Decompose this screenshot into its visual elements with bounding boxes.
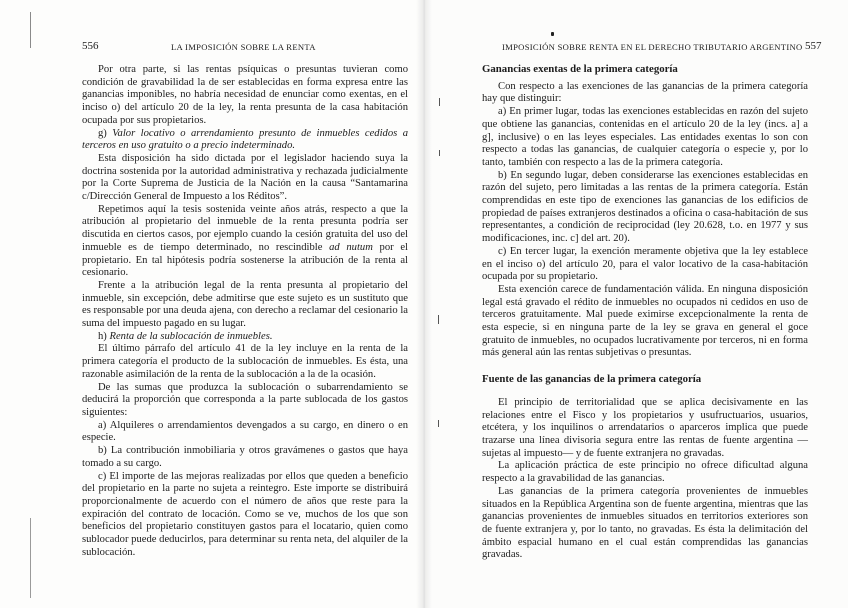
paragraph: Esta exención carece de fundamentación válida. En ninguna disposición legal está gravado el rédito de inmuebles no ocupados ni cedidos en uso de terceros gratuitamente. Mal puede eximirse excepcionalmente la renta de esta especie, si en ninguna parte de la ley se grava en general el goce gratuito de inmuebles, no ocupados lucrativamente por terceros, ni en forma más general aún las rentas subjetivas o presuntas. <box>482 283 808 359</box>
list-item-c: c) El importe de las mejoras realizadas por ellos que queden a beneficio del propietario en la parte no sujeta a reintegro. Este importe se distribuirá proporcionalmente de acuerdo con el número de años que reste para la expiración del contrato de locación. Como se ve, muchos de los que son beneficios del propietario constituyen gastos para el locatario, quien como sublocador puede deducirlos, para determinar su renta neta, del alquiler de la sublocación. <box>82 470 408 558</box>
page-number: 556 <box>82 40 99 52</box>
list-item-a: a) Alquileres o arrendamientos devengados a su cargo, en dinero o en especie. <box>82 419 408 444</box>
paragraph-item-h <box>82 331 408 344</box>
item-heading: Renta de la sublocación de inmuebles. <box>109 330 273 342</box>
print-speck <box>439 150 440 156</box>
right-page <box>424 0 848 608</box>
paragraph: Con respecto a las exenciones de las ganancias de la primera categoría hay que distinguir: <box>482 80 808 105</box>
paragraph: De las sumas que produzca la sublocación o subarrendamiento se deducirá la proporción que corresponda a la parte sublocada de los gastos siguientes: <box>82 381 408 418</box>
print-speck <box>438 420 439 427</box>
print-speck <box>551 32 554 36</box>
paragraph: La aplicación práctica de este principio no ofrece dificultad alguna respecto a la gravabilidad de las ganancias. <box>482 460 808 485</box>
print-speck <box>439 98 440 106</box>
list-item-b: b) En segundo lugar, deben considerarse las exenciones establecidas en razón del sujeto, pero limitadas a las rentas de la primera categoría. Están comprendidas en este tipo de exenciones las ganancias de los edificios de propiedad de países extranjeros destinados a oficina o casa-habitación de sus representantes, a condición de reciprocidad (ley 20.628, t.o. en 1977 y sus modificaciones, inc. c] del art. 20). <box>482 169 808 245</box>
page-number: 557 <box>805 40 822 52</box>
paragraph: El principio de territorialidad que se aplica decisivamente en las relaciones entre el Fisco y los propietarios y usufructuarios, usuarios, etcétera, y los inquilinos o arrendatarios o aparceros implica que puede trazarse una línea divisoria segura entre las rentas de fuente argentina —sujetas al impuesto— y de fuente extranjera no gravadas. <box>482 396 808 459</box>
right-body-text <box>482 63 808 562</box>
left-body-text <box>82 64 408 559</box>
list-item-a: a) En primer lugar, todas las exenciones establecidas en razón del sujeto que obtiene las ganancias, contenidas en el artículo 20 de la ley (incs. a] a g], inclusive) o en las leyes especiales. Las entidades exentas lo son con respecto a todas las ganancias, de cualquier categoría o especie y, por lo tanto, también con respecto a las de la primera categoría. <box>482 106 808 168</box>
item-label: g) <box>98 127 107 139</box>
paragraph: Frente a la atribución legal de la renta presunta al propietario del inmueble, sin excepción, debe admitirse que este sujeto es un sustituto que es responsable por una deuda ajena, con derecho a reclamar del cesionario la suma del impuesto pagado en su lugar. <box>82 279 408 330</box>
paragraph-item-g <box>82 128 408 153</box>
section-heading: Fuente de las ganancias de la primera categoría <box>482 373 702 386</box>
print-speck <box>438 315 439 324</box>
section-heading: Ganancias exentas de la primera categoría <box>482 63 678 75</box>
paragraph: Repetimos aquí la tesis sostenida veinte años atrás, respecto a que la atribución al propietario del inmueble de la renta presunta podría ser discutida en ciertos casos, por ejemplo cuando la cesión gratuita del uso del inmueble es de tiempo determinado, no rescindible ad nutum por el propietario. En tal hipótesis podría sostenerse la atribución de la renta al cesionario. <box>82 203 408 279</box>
scan-edge-mark <box>30 12 31 48</box>
latin-phrase: ad nutum <box>329 241 373 253</box>
book-gutter <box>416 0 432 608</box>
running-head: LA IMPOSICIÓN SOBRE LA RENTA <box>171 42 316 52</box>
item-heading: Valor locativo o arrendamiento presunto de inmuebles cedidos a terceros en uso gratuito o a precio indeterminado. <box>82 127 408 152</box>
paragraph: Las ganancias de la primera categoría provenientes de inmuebles situados en la República Argentina son de fuente argentina, mientras que las ganancias provenientes de inmuebles situados en territorios exteriores son de fuente extranjera y, por lo tanto, no gravadas. Es ésta la delimitación del ámbito espacial humano en el cual están comprendidas las ganancias gravadas. <box>482 485 808 561</box>
list-item-b: b) La contribución inmobiliaria y otros gravámenes o gastos que haya tomado a su cargo. <box>82 445 408 469</box>
scan-edge-mark <box>30 518 31 598</box>
list-item-c: c) En tercer lugar, la exención meramente objetiva que la ley establece en el inciso o) del artículo 20, para el valor locativo de la casa-habitación ocupada por su propietario. <box>482 245 808 283</box>
paragraph: Por otra parte, si las rentas psíquicas o presuntas tuvieran como condición de gravabilidad la de ser establecidas en forma expresa entre las ganancias imponibles, no habría necesidad de enunciar como exentas, en el inciso o) del artículo 20 de la ley, la renta presunta de la casa habitación ocupada por sus propietarios. <box>82 64 408 126</box>
paragraph: El último párrafo del artículo 41 de la ley incluye en la renta de la primera categoría el producto de la sublocación de inmuebles. Es ésta, una razonable asimilación de la renta de la sublocación a la de la ocasión. <box>82 343 408 380</box>
paragraph: Esta disposición ha sido dictada por el legislador haciendo suya la doctrina sostenida por la autoridad administrativa y rechazada judicialmente por la Corte Suprema de Justicia de la Nación en la causa “Santamarina c/Dirección General de Impuesto a los Réditos”. <box>82 152 408 203</box>
running-head: IMPOSICIÓN SOBRE RENTA EN EL DERECHO TRIBUTARIO ARGENTINO <box>502 42 803 52</box>
item-label: h) <box>98 330 107 342</box>
